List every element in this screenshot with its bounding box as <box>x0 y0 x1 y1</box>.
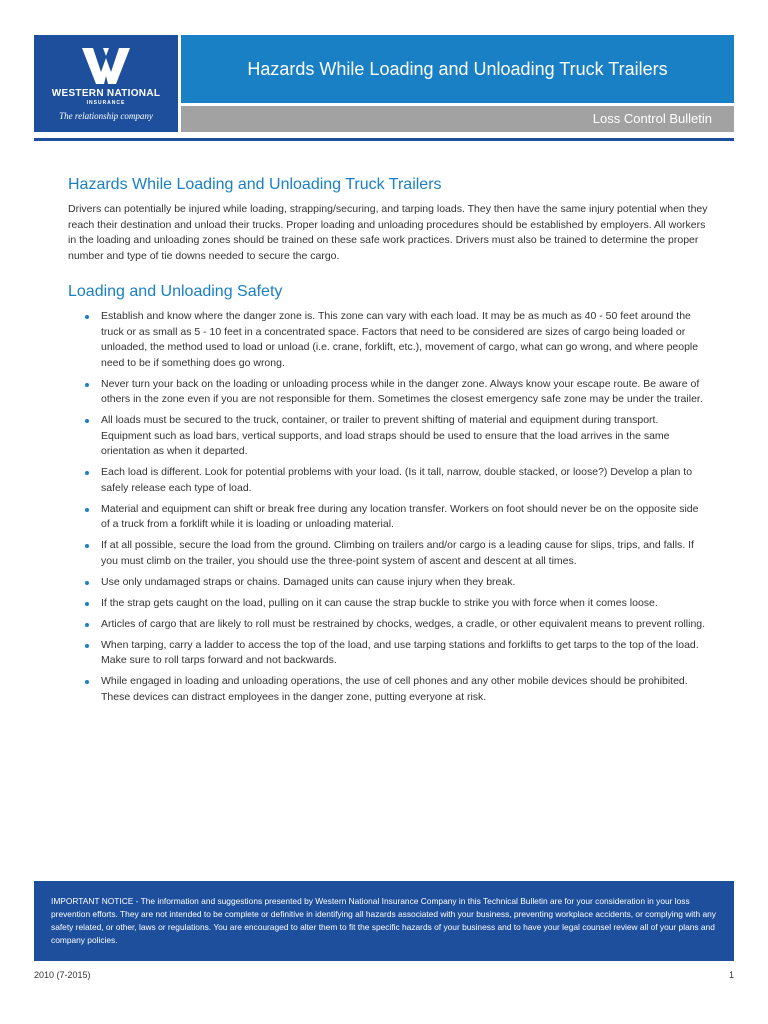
list-item-text: Use only undamaged straps or chains. Damaged units can cause injury when they break. <box>101 575 516 588</box>
main-content <box>68 174 708 711</box>
list-item <box>68 413 708 460</box>
list-item <box>68 309 708 371</box>
main-heading: Hazards While Loading and Unloading Truck Trailers <box>68 176 442 193</box>
list-item <box>68 377 708 408</box>
bullet-icon <box>85 315 89 319</box>
page-number: 1 <box>728 970 734 980</box>
bullet-icon <box>85 544 89 548</box>
title-bar <box>181 35 734 103</box>
list-item <box>68 638 708 669</box>
list-item <box>68 575 708 591</box>
bullet-icon <box>85 644 89 648</box>
subtitle-bar <box>181 106 734 132</box>
document-code: 2010 (7-2015) <box>34 970 91 980</box>
list-item-text: If at all possible, secure the load from the ground. Climbing on trailers and/or cargo is a leading cause for slips, trips, and falls. If you must climb on the trailer, you should use the three-point system of ascent and descent at all times. <box>101 539 694 567</box>
list-item <box>68 465 708 496</box>
section-heading: Loading and Unloading Safety <box>68 283 283 300</box>
list-item-text: Each load is different. Look for potential problems with your load. (Is it tall, narrow, double stacked, or loose?) Develop a plan to safely release each type of load. <box>101 466 693 494</box>
logo-tagline: The relationship company <box>59 111 153 121</box>
bullet-icon <box>85 419 89 423</box>
bullet-icon <box>85 581 89 585</box>
list-item-text: If the strap gets caught on the load, pulling on it can cause the strap buckle to strike you with force when it comes loose. <box>101 596 658 609</box>
page-title: Hazards While Loading and Unloading Truck Trailers <box>247 59 668 79</box>
notice-text: IMPORTANT NOTICE - The information and suggestions presented by Western National Insurance Company in this Technical Bulletin are for your consideration in your loss prevention efforts. They are not intended to be complete or definitive in identifying all hazards associated with your business, preventing workplace accidents, or complying with any safety related, or other, laws or regulations. You are encouraged to alter them to fit the specific hazards of your business and to have your legal counsel review all of your plans and company policies. <box>51 896 716 945</box>
list-item-text: While engaged in loading and unloading operations, the use of cell phones and any other mobile devices should be prohibited. These devices can distract employees in the danger zone, putting everyone at risk. <box>101 675 688 703</box>
list-item <box>68 674 708 705</box>
bullet-icon <box>85 383 89 387</box>
w-logo-icon <box>80 46 132 86</box>
list-item-text: Material and equipment can shift or break free during any location transfer. Workers on foot should never be on the opposite side of a truck from a forklift while it is loading or unloading material. <box>101 502 699 530</box>
list-item-text: Never turn your back on the loading or unloading process while in the danger zone. Always know your escape route. Be aware of others in the zone even if you are not responsible for them. Sometimes the closest emergency safe zone may be under the trailer. <box>101 377 703 405</box>
important-notice <box>34 881 734 961</box>
bullet-icon <box>85 508 89 512</box>
list-item <box>68 596 708 612</box>
bullet-icon <box>85 471 89 475</box>
list-item-text: All loads must be secured to the truck, container, or trailer to prevent shifting of material and equipment during transport. Equipment such as load bars, vertical supports, and load straps should be used to ensure that the load arrives in the same orientation as when it departed. <box>101 414 670 457</box>
header-divider <box>34 138 734 141</box>
list-item <box>68 538 708 569</box>
list-item <box>68 502 708 533</box>
company-logo <box>34 35 178 132</box>
bullet-icon <box>85 623 89 627</box>
logo-subtitle: INSURANCE <box>86 100 126 106</box>
bullet-icon <box>85 680 89 684</box>
bullet-icon <box>85 602 89 606</box>
list-item-text: Articles of cargo that are likely to roll must be restrained by chocks, wedges, a cradle, or other equivalent means to prevent rolling. <box>101 617 706 630</box>
list-item <box>68 617 708 633</box>
list-item-text: Establish and know where the danger zone is. This zone can vary with each load. It may be as much as 40 - 50 feet around the truck or as small as 5 - 10 feet in a concentrated space. Factors that need to be considered are sizes of cargo being loaded or unloaded, the method used to load or unload (i.e. crane, forklift, etc.), movement of cargo, what can go wrong, and where people need to be if something does go wrong. <box>101 310 699 369</box>
logo-company-name: WESTERN NATIONAL <box>51 88 161 99</box>
bulletin-type: Loss Control Bulletin <box>592 111 712 126</box>
safety-list <box>68 309 708 705</box>
list-item-text: When tarping, carry a ladder to access the top of the load, and use tarping stations and forklifts to get tarps to the top of the load. Make sure to roll tarps forward and not backwards. <box>101 638 699 666</box>
intro-paragraph: Drivers can potentially be injured while loading, strapping/securing, and tarping loads. They then have the same injury potential when they reach their destination and unload their trucks. Proper loading and unloading procedures should be established by employers. All workers in the loading and unloading zones should be trained on these safe work practices. Drivers must also be trained to determine the proper number and type of tie downs needed to secure the cargo. <box>68 203 708 262</box>
